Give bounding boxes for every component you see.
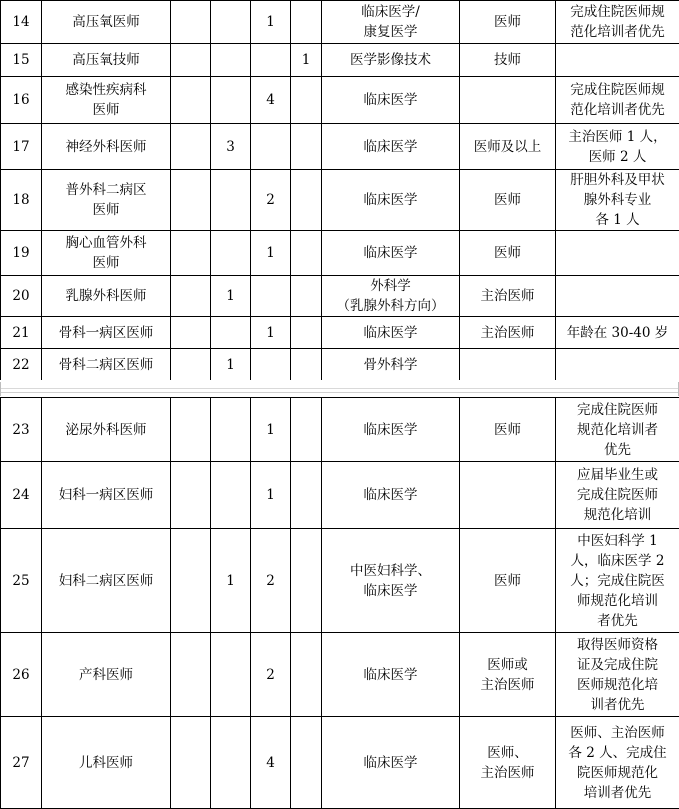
major-line: 临床医学 [322, 485, 459, 505]
position-cell [42, 1, 171, 44]
note-line: 证及完成住院 [556, 655, 679, 675]
note-line: 师规范化培训 [556, 591, 679, 611]
count-cell [251, 124, 291, 170]
count-cell [171, 462, 211, 529]
title-line: 医师 [460, 190, 555, 210]
major-cell [322, 44, 460, 77]
row-number-cell: 16 [1, 77, 42, 124]
title-cell [460, 124, 556, 170]
count-cell [211, 633, 251, 717]
count-cell: 1 [251, 1, 291, 44]
position-line: 感染性疾病科 [42, 80, 170, 100]
major-cell [322, 349, 460, 381]
count-cell: 1 [211, 276, 251, 317]
row-number-cell: 17 [1, 124, 42, 170]
note-cell [556, 77, 679, 124]
note-cell [556, 398, 679, 462]
row-number-cell: 27 [1, 717, 42, 809]
count-cell [291, 462, 322, 529]
position-line: 胸心血管外科 [42, 233, 170, 253]
title-cell [460, 462, 556, 529]
title-cell [460, 349, 556, 381]
table-row [1, 276, 679, 317]
position-cell [42, 633, 171, 717]
note-cell [556, 717, 679, 809]
count-cell [291, 398, 322, 462]
position-cell [42, 124, 171, 170]
major-cell [322, 633, 460, 717]
title-cell [460, 317, 556, 349]
table-row [1, 633, 679, 717]
note-line: 医师规范化培 [556, 675, 679, 695]
row-number-cell: 24 [1, 462, 42, 529]
recruitment-table-bottom [0, 397, 679, 809]
title-line: 技师 [460, 50, 555, 70]
title-cell [460, 717, 556, 809]
title-cell [460, 398, 556, 462]
title-cell [460, 529, 556, 633]
count-cell [291, 231, 322, 276]
note-line: 范化培训者优先 [556, 100, 679, 120]
position-line: 妇科二病区医师 [42, 571, 170, 591]
position-cell [42, 77, 171, 124]
position-cell [42, 317, 171, 349]
count-cell [171, 529, 211, 633]
count-cell [291, 1, 322, 44]
position-cell [42, 276, 171, 317]
count-cell [251, 276, 291, 317]
note-line: 培训者优先 [556, 783, 679, 803]
count-cell [211, 170, 251, 231]
major-line: 医学影像技术 [322, 50, 459, 70]
count-cell [291, 77, 322, 124]
major-cell [322, 717, 460, 809]
major-line: 临床医学 [322, 190, 459, 210]
position-line: 妇科一病区医师 [42, 485, 170, 505]
count-cell [211, 717, 251, 809]
title-line: 主治医师 [460, 763, 555, 783]
title-cell [460, 231, 556, 276]
note-line: 完成住院医师 [556, 400, 679, 420]
note-line: 规范化培训者 [556, 420, 679, 440]
count-cell [211, 462, 251, 529]
count-cell: 3 [211, 124, 251, 170]
note-cell [556, 317, 679, 349]
title-line: 医师 [460, 243, 555, 263]
title-line: 医师 [460, 571, 555, 591]
note-line: 完成住院医师 [556, 485, 679, 505]
count-cell [211, 231, 251, 276]
major-cell [322, 317, 460, 349]
title-line: 医师、 [460, 743, 555, 763]
count-cell [171, 349, 211, 381]
count-cell [291, 124, 322, 170]
title-line: 主治医师 [460, 675, 555, 695]
major-line: 骨外科学 [322, 355, 459, 375]
count-cell: 2 [251, 529, 291, 633]
count-cell: 1 [291, 44, 322, 77]
note-line: 完成住院医师规 [556, 2, 679, 22]
count-cell [171, 124, 211, 170]
count-cell [171, 633, 211, 717]
major-line: 临床医学 [322, 323, 459, 343]
row-number-cell: 22 [1, 349, 42, 381]
title-line: 主治医师 [460, 286, 555, 306]
count-cell: 1 [251, 462, 291, 529]
count-cell [211, 1, 251, 44]
count-cell [251, 349, 291, 381]
note-line: 范化培训者优先 [556, 22, 679, 42]
row-number-cell: 19 [1, 231, 42, 276]
position-line: 儿科医师 [42, 753, 170, 773]
table-row [1, 231, 679, 276]
position-line: 高压氧医师 [42, 12, 170, 32]
note-line: 人；完成住院医 [556, 571, 679, 591]
position-line: 骨科二病区医师 [42, 355, 170, 375]
major-line: （乳腺外科方向） [322, 296, 459, 316]
count-cell [291, 276, 322, 317]
title-cell [460, 1, 556, 44]
table-row [1, 170, 679, 231]
position-line: 神经外科医师 [42, 137, 170, 157]
table-row [1, 529, 679, 633]
note-cell [556, 44, 679, 77]
note-cell [556, 170, 679, 231]
major-cell [322, 276, 460, 317]
note-line: 取得医师资格 [556, 635, 679, 655]
major-line: 临床医学 [322, 420, 459, 440]
count-cell: 2 [251, 633, 291, 717]
note-line: 各 2 人、完成住 [556, 743, 679, 763]
count-cell: 1 [251, 231, 291, 276]
title-cell [460, 633, 556, 717]
count-cell [291, 529, 322, 633]
note-line: 人，临床医学 2 [556, 551, 679, 571]
page-break [0, 380, 679, 397]
note-cell [556, 529, 679, 633]
major-line: 临床医学 [322, 753, 459, 773]
count-cell [171, 398, 211, 462]
count-cell [291, 633, 322, 717]
count-cell: 4 [251, 717, 291, 809]
note-line: 中医妇科学 1 [556, 531, 679, 551]
note-cell [556, 1, 679, 44]
count-cell [171, 231, 211, 276]
note-line: 腺外科专业 [556, 190, 679, 210]
note-line: 规范化培训 [556, 505, 679, 525]
position-cell [42, 398, 171, 462]
note-cell [556, 633, 679, 717]
position-cell [42, 717, 171, 809]
count-cell [171, 170, 211, 231]
note-line: 医师、主治医师 [556, 723, 679, 743]
table-row [1, 398, 679, 462]
note-line: 各 1 人 [556, 210, 679, 230]
position-line: 医师 [42, 253, 170, 273]
table-row [1, 77, 679, 124]
position-cell [42, 170, 171, 231]
count-cell [211, 317, 251, 349]
table-row [1, 1, 679, 44]
count-cell: 1 [251, 317, 291, 349]
note-line: 主治医师 1 人， [556, 127, 679, 147]
position-line: 医师 [42, 200, 170, 220]
position-line: 乳腺外科医师 [42, 286, 170, 306]
note-line: 者优先 [556, 611, 679, 631]
title-line: 医师及以上 [460, 137, 555, 157]
note-cell [556, 231, 679, 276]
count-cell [291, 717, 322, 809]
count-cell [291, 317, 322, 349]
major-cell [322, 462, 460, 529]
count-cell [171, 276, 211, 317]
table-row [1, 317, 679, 349]
count-cell [211, 77, 251, 124]
major-line: 临床医学/ [322, 2, 459, 22]
title-cell [460, 44, 556, 77]
position-cell [42, 231, 171, 276]
row-number-cell: 14 [1, 1, 42, 44]
count-cell: 1 [251, 398, 291, 462]
count-cell [171, 317, 211, 349]
title-cell [460, 276, 556, 317]
table-row [1, 717, 679, 809]
position-line: 高压氧技师 [42, 50, 170, 70]
row-number-cell: 18 [1, 170, 42, 231]
major-cell [322, 231, 460, 276]
row-number-cell: 20 [1, 276, 42, 317]
row-number-cell: 21 [1, 317, 42, 349]
major-cell [322, 77, 460, 124]
count-cell [171, 717, 211, 809]
count-cell: 4 [251, 77, 291, 124]
title-line: 医师或 [460, 655, 555, 675]
count-cell [171, 44, 211, 77]
row-number-cell: 26 [1, 633, 42, 717]
major-line: 临床医学 [322, 90, 459, 110]
note-line: 医师 2 人 [556, 147, 679, 167]
count-cell: 2 [251, 170, 291, 231]
title-cell [460, 170, 556, 231]
note-cell [556, 124, 679, 170]
major-cell [322, 398, 460, 462]
major-line: 中医妇科学、 [322, 561, 459, 581]
note-cell [556, 349, 679, 381]
title-line: 医师 [460, 12, 555, 32]
position-line: 泌尿外科医师 [42, 420, 170, 440]
count-cell [211, 44, 251, 77]
table-row [1, 44, 679, 77]
note-line: 应届毕业生或 [556, 465, 679, 485]
table-row [1, 349, 679, 381]
row-number-cell: 23 [1, 398, 42, 462]
count-cell [171, 1, 211, 44]
position-cell [42, 462, 171, 529]
major-cell [322, 1, 460, 44]
note-line: 训者优先 [556, 695, 679, 715]
row-number-cell: 15 [1, 44, 42, 77]
note-line: 年龄在 30-40 岁 [556, 323, 679, 343]
major-cell [322, 170, 460, 231]
major-line: 临床医学 [322, 243, 459, 263]
position-cell [42, 44, 171, 77]
position-line: 普外科二病区 [42, 180, 170, 200]
note-line: 肝胆外科及甲状 [556, 170, 679, 190]
position-line: 骨科一病区医师 [42, 323, 170, 343]
position-cell [42, 529, 171, 633]
count-cell [291, 170, 322, 231]
count-cell [211, 398, 251, 462]
position-line: 产科医师 [42, 665, 170, 685]
count-cell: 1 [211, 349, 251, 381]
major-line: 临床医学 [322, 581, 459, 601]
major-cell [322, 529, 460, 633]
recruitment-table-top [0, 0, 679, 381]
table-row [1, 124, 679, 170]
row-number-cell: 25 [1, 529, 42, 633]
position-cell [42, 349, 171, 381]
title-line: 主治医师 [460, 323, 555, 343]
table-row [1, 462, 679, 529]
note-line: 优先 [556, 440, 679, 460]
position-line: 医师 [42, 100, 170, 120]
note-cell [556, 462, 679, 529]
note-cell [556, 276, 679, 317]
major-line: 康复医学 [322, 22, 459, 42]
title-cell [460, 77, 556, 124]
count-cell [291, 349, 322, 381]
count-cell [171, 77, 211, 124]
count-cell: 1 [211, 529, 251, 633]
count-cell [251, 44, 291, 77]
major-cell [322, 124, 460, 170]
title-line: 医师 [460, 420, 555, 440]
major-line: 临床医学 [322, 665, 459, 685]
note-line: 完成住院医师规 [556, 80, 679, 100]
major-line: 临床医学 [322, 137, 459, 157]
note-line: 院医师规范化 [556, 763, 679, 783]
major-line: 外科学 [322, 276, 459, 296]
